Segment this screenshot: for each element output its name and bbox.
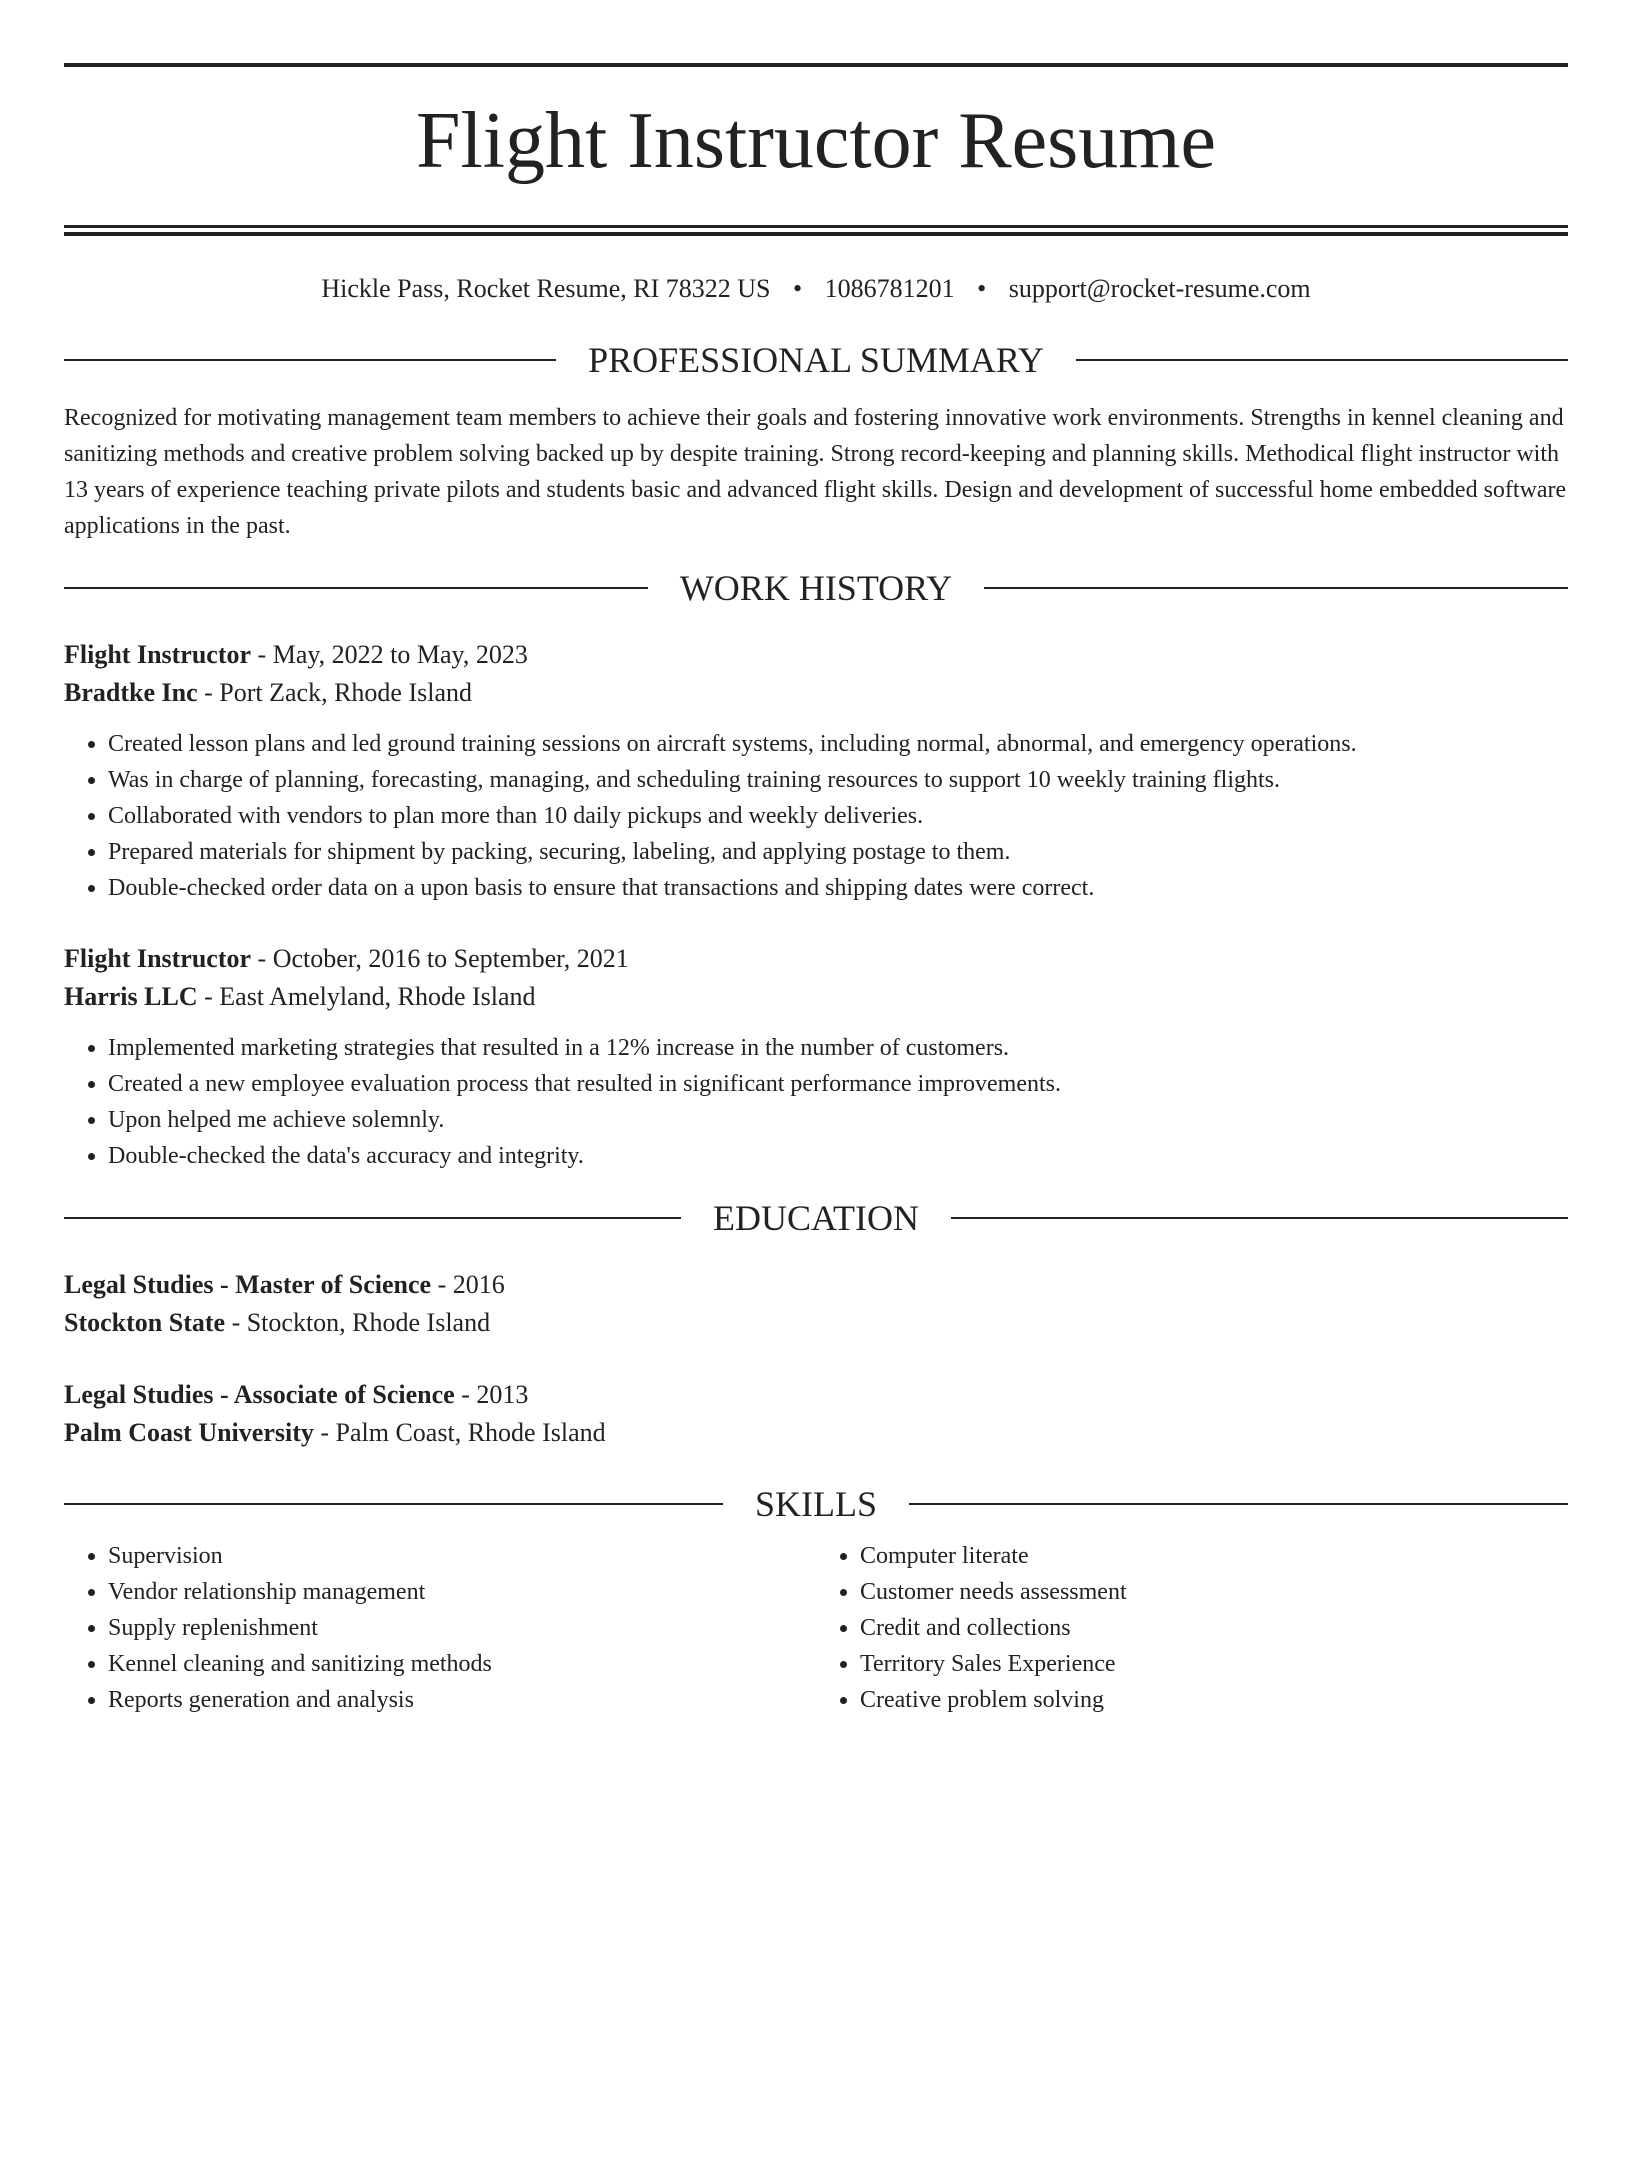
heading-rule-left [64, 1503, 723, 1505]
list-item: • Created a new employee evaluation process that resulted in significant performance improvements. [108, 1066, 1568, 1102]
school: Stockton State [64, 1308, 226, 1337]
contact-separator: • [793, 274, 803, 303]
top-rule [64, 63, 1568, 67]
contact-email: support@rocket-resume.com [1008, 274, 1311, 303]
job-company-line [64, 674, 1568, 712]
section-title: EDUCATION [713, 1198, 919, 1238]
school-line [64, 1304, 1568, 1342]
job-company: Bradtke Inc [64, 678, 198, 707]
section-heading-summary [64, 338, 1568, 382]
job-dates: - October, 2016 to September, 2021 [251, 944, 629, 973]
skills-columns [64, 1538, 1568, 1718]
heading-rule-right [1076, 359, 1568, 361]
school: Palm Coast University [64, 1418, 314, 1447]
list-item: • Prepared materials for shipment by packing, securing, labeling, and applying postage to them. [108, 834, 1568, 870]
list-item: • Implemented marketing strategies that resulted in a 12% increase in the number of customers. [108, 1030, 1568, 1066]
job-company-line [64, 978, 1568, 1016]
education-list [64, 1266, 1568, 1452]
list-item: • Vendor relationship management [108, 1574, 816, 1610]
list-item: • Kennel cleaning and sanitizing methods [108, 1646, 816, 1682]
school-location: - Palm Coast, Rhode Island [313, 1418, 606, 1447]
section-heading-work-history [64, 566, 1568, 610]
section-title: SKILLS [755, 1484, 878, 1524]
job-title: Flight Instructor [64, 640, 252, 669]
heading-rule-left [64, 359, 556, 361]
job-location: - East Amelyland, Rhode Island [197, 982, 536, 1011]
contact-address: Hickle Pass, Rocket Resume, RI 78322 US [321, 274, 771, 303]
list-item: • Customer needs assessment [860, 1574, 1568, 1610]
heading-rule-right [951, 1217, 1568, 1219]
job-bullets [64, 1030, 1568, 1174]
list-item: • Creative problem solving [860, 1682, 1568, 1718]
list-item: • Territory Sales Experience [860, 1646, 1568, 1682]
title-double-rule [64, 225, 1568, 236]
heading-rule-left [64, 587, 648, 589]
school-location: - Stockton, Rhode Island [225, 1308, 491, 1337]
section-title: PROFESSIONAL SUMMARY [588, 340, 1044, 380]
degree-year: - 2013 [454, 1380, 529, 1409]
heading-rule-right [984, 587, 1568, 589]
job-title: Flight Instructor [64, 944, 252, 973]
heading-rule-right [909, 1503, 1568, 1505]
job-title-line [64, 636, 1568, 674]
education-entry [64, 1376, 1568, 1452]
job-bullets [64, 726, 1568, 906]
skills-list-left [64, 1538, 816, 1718]
summary-text: Recognized for motivating management team members to achieve their goals and fostering innovative work environments. Strengths in kennel cleaning and sanitizing methods and creative problem solving backed up by despite training. Strong record-keeping and planning skills. Methodical flight instructor with 13 years of experience teaching private pilots and students basic and advanced flight skills. Design and development of successful home embedded software applications in the past. [64, 405, 1567, 539]
list-item: • Credit and collections [860, 1610, 1568, 1646]
contact-line [64, 272, 1568, 306]
list-item: • Computer literate [860, 1538, 1568, 1574]
job-entry [64, 636, 1568, 906]
list-item: • Reports generation and analysis [108, 1682, 816, 1718]
job-location: - Port Zack, Rhode Island [197, 678, 473, 707]
job-entry [64, 940, 1568, 1174]
job-dates: - May, 2022 to May, 2023 [251, 640, 528, 669]
section-heading-education [64, 1196, 1568, 1240]
list-item: • Was in charge of planning, forecasting, managing, and scheduling training resources to support 10 weekly training flights. [108, 762, 1568, 798]
school-line [64, 1414, 1568, 1452]
resume-page [0, 63, 1632, 2175]
list-item: • Created lesson plans and led ground training sessions on aircraft systems, including normal, abnormal, and emergency operations. [108, 726, 1568, 762]
list-item: • Double-checked the data's accuracy and integrity. [108, 1138, 1568, 1174]
section-title: WORK HISTORY [679, 568, 953, 608]
degree: Legal Studies - Master of Science [64, 1270, 432, 1299]
job-title-line [64, 940, 1568, 978]
contact-separator: • [977, 274, 987, 303]
work-history-list [64, 636, 1568, 1174]
resume-title: Flight Instructor Resume [416, 97, 1216, 185]
list-item: • Supply replenishment [108, 1610, 816, 1646]
section-heading-skills [64, 1482, 1568, 1526]
degree-year: - 2016 [431, 1270, 505, 1299]
list-item: • Supervision [108, 1538, 816, 1574]
degree-line [64, 1266, 1568, 1304]
list-item: • Collaborated with vendors to plan more than 10 daily pickups and weekly deliveries. [108, 798, 1568, 834]
education-entry [64, 1266, 1568, 1342]
degree-line [64, 1376, 1568, 1414]
degree: Legal Studies - Associate of Science [64, 1380, 455, 1409]
job-company: Harris LLC [64, 982, 198, 1011]
list-item: • Double-checked order data on a upon basis to ensure that transactions and shipping dates were correct. [108, 870, 1568, 906]
skills-list-right [816, 1538, 1568, 1718]
heading-rule-left [64, 1217, 681, 1219]
contact-phone: 1086781201 [824, 274, 955, 303]
list-item: • Upon helped me achieve solemnly. [108, 1102, 1568, 1138]
